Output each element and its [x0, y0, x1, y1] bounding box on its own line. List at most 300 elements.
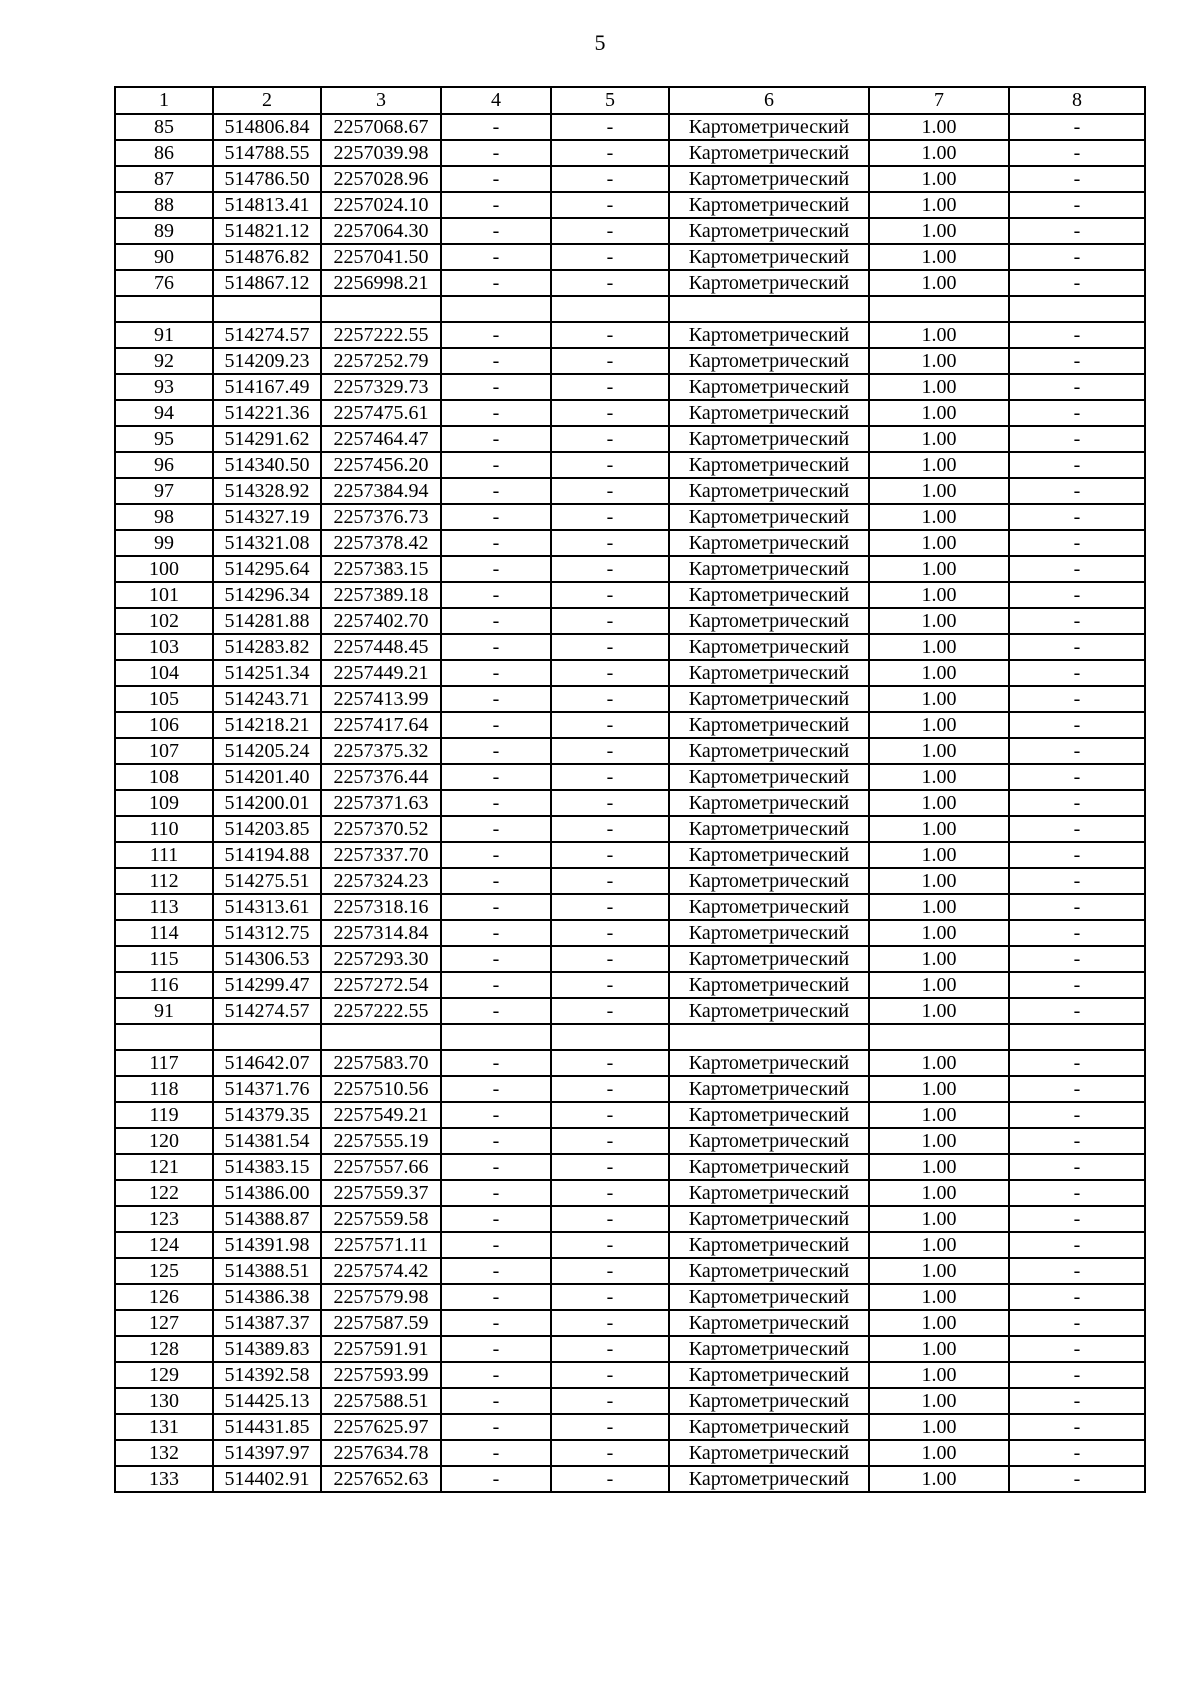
- y-coordinate-cell: 2257384.94: [321, 478, 441, 504]
- column-4-cell: -: [441, 1232, 551, 1258]
- point-number-cell: 123: [115, 1206, 213, 1232]
- column-header: 1: [115, 87, 213, 114]
- column-4-cell: -: [441, 1050, 551, 1076]
- accuracy-cell: 1.00: [869, 608, 1009, 634]
- accuracy-cell: 1.00: [869, 400, 1009, 426]
- point-number-cell: 89: [115, 218, 213, 244]
- accuracy-cell: [869, 1024, 1009, 1050]
- point-number-cell: 110: [115, 816, 213, 842]
- column-4-cell: -: [441, 478, 551, 504]
- point-number-cell: 76: [115, 270, 213, 296]
- point-number-cell: 109: [115, 790, 213, 816]
- point-number-cell: 124: [115, 1232, 213, 1258]
- x-coordinate-cell: 514397.97: [213, 1440, 321, 1466]
- y-coordinate-cell: 2257324.23: [321, 868, 441, 894]
- y-coordinate-cell: 2257041.50: [321, 244, 441, 270]
- column-8-cell: -: [1009, 1102, 1145, 1128]
- accuracy-cell: 1.00: [869, 634, 1009, 660]
- accuracy-cell: 1.00: [869, 556, 1009, 582]
- column-8-cell: -: [1009, 582, 1145, 608]
- column-4-cell: -: [441, 998, 551, 1024]
- table-row: [115, 140, 1145, 166]
- column-8-cell: -: [1009, 816, 1145, 842]
- x-coordinate-cell: 514813.41: [213, 192, 321, 218]
- point-number-cell: 94: [115, 400, 213, 426]
- column-8-cell: -: [1009, 192, 1145, 218]
- column-4-cell: [441, 296, 551, 322]
- column-4-cell: -: [441, 348, 551, 374]
- point-number-cell: 115: [115, 946, 213, 972]
- column-4-cell: -: [441, 1128, 551, 1154]
- accuracy-cell: 1.00: [869, 1388, 1009, 1414]
- accuracy-cell: 1.00: [869, 868, 1009, 894]
- accuracy-cell: 1.00: [869, 1310, 1009, 1336]
- table-row: [115, 322, 1145, 348]
- column-8-cell: -: [1009, 712, 1145, 738]
- table-row: [115, 1336, 1145, 1362]
- x-coordinate-cell: 514312.75: [213, 920, 321, 946]
- accuracy-cell: 1.00: [869, 530, 1009, 556]
- method-cell: Картометрический: [669, 1414, 869, 1440]
- table-row: [115, 478, 1145, 504]
- accuracy-cell: 1.00: [869, 712, 1009, 738]
- x-coordinate-cell: 514275.51: [213, 868, 321, 894]
- table-row: [115, 1310, 1145, 1336]
- x-coordinate-cell: 514321.08: [213, 530, 321, 556]
- column-5-cell: -: [551, 166, 669, 192]
- method-cell: Картометрический: [669, 1284, 869, 1310]
- y-coordinate-cell: 2257413.99: [321, 686, 441, 712]
- column-header: 4: [441, 87, 551, 114]
- column-8-cell: -: [1009, 374, 1145, 400]
- column-5-cell: -: [551, 322, 669, 348]
- table-row: [115, 1258, 1145, 1284]
- column-4-cell: -: [441, 1414, 551, 1440]
- y-coordinate-cell: 2257314.84: [321, 920, 441, 946]
- column-5-cell: -: [551, 1076, 669, 1102]
- accuracy-cell: 1.00: [869, 582, 1009, 608]
- method-cell: Картометрический: [669, 140, 869, 166]
- table-row: [115, 1128, 1145, 1154]
- column-5-cell: -: [551, 218, 669, 244]
- method-cell: Картометрический: [669, 1466, 869, 1492]
- column-4-cell: -: [441, 1388, 551, 1414]
- column-5-cell: -: [551, 868, 669, 894]
- y-coordinate-cell: 2257574.42: [321, 1258, 441, 1284]
- point-number-cell: 133: [115, 1466, 213, 1492]
- column-4-cell: -: [441, 452, 551, 478]
- accuracy-cell: 1.00: [869, 998, 1009, 1024]
- column-5-cell: -: [551, 920, 669, 946]
- accuracy-cell: 1.00: [869, 660, 1009, 686]
- table-row: [115, 608, 1145, 634]
- accuracy-cell: 1.00: [869, 1154, 1009, 1180]
- y-coordinate-cell: 2257064.30: [321, 218, 441, 244]
- accuracy-cell: 1.00: [869, 270, 1009, 296]
- x-coordinate-cell: 514391.98: [213, 1232, 321, 1258]
- table-row: [115, 374, 1145, 400]
- method-cell: Картометрический: [669, 218, 869, 244]
- method-cell: Картометрический: [669, 166, 869, 192]
- table-row: [115, 348, 1145, 374]
- column-5-cell: -: [551, 556, 669, 582]
- column-4-cell: -: [441, 920, 551, 946]
- y-coordinate-cell: 2257510.56: [321, 1076, 441, 1102]
- column-8-cell: -: [1009, 452, 1145, 478]
- method-cell: Картометрический: [669, 634, 869, 660]
- table-row: [115, 556, 1145, 582]
- method-cell: Картометрический: [669, 582, 869, 608]
- column-8-cell: -: [1009, 946, 1145, 972]
- column-8-cell: -: [1009, 1440, 1145, 1466]
- y-coordinate-cell: 2257375.32: [321, 738, 441, 764]
- y-coordinate-cell: 2257389.18: [321, 582, 441, 608]
- method-cell: Картометрический: [669, 244, 869, 270]
- accuracy-cell: 1.00: [869, 1414, 1009, 1440]
- point-number-cell: 98: [115, 504, 213, 530]
- x-coordinate-cell: 514381.54: [213, 1128, 321, 1154]
- x-coordinate-cell: 514786.50: [213, 166, 321, 192]
- column-8-cell: -: [1009, 114, 1145, 140]
- column-header: 6: [669, 87, 869, 114]
- x-coordinate-cell: 514281.88: [213, 608, 321, 634]
- x-coordinate-cell: 514274.57: [213, 998, 321, 1024]
- table-row: [115, 816, 1145, 842]
- column-5-cell: -: [551, 1180, 669, 1206]
- y-coordinate-cell: 2257337.70: [321, 842, 441, 868]
- point-number-cell: 113: [115, 894, 213, 920]
- x-coordinate-cell: 514386.38: [213, 1284, 321, 1310]
- x-coordinate-cell: 514274.57: [213, 322, 321, 348]
- method-cell: Картометрический: [669, 790, 869, 816]
- column-5-cell: -: [551, 400, 669, 426]
- column-8-cell: -: [1009, 1258, 1145, 1284]
- point-number-cell: 96: [115, 452, 213, 478]
- column-4-cell: -: [441, 608, 551, 634]
- point-number-cell: 108: [115, 764, 213, 790]
- column-8-cell: -: [1009, 920, 1145, 946]
- point-number-cell: 101: [115, 582, 213, 608]
- column-5-cell: -: [551, 1258, 669, 1284]
- x-coordinate-cell: 514876.82: [213, 244, 321, 270]
- point-number-cell: 131: [115, 1414, 213, 1440]
- column-header: 2: [213, 87, 321, 114]
- column-4-cell: -: [441, 816, 551, 842]
- accuracy-cell: 1.00: [869, 166, 1009, 192]
- x-coordinate-cell: 514295.64: [213, 556, 321, 582]
- x-coordinate-cell: 514243.71: [213, 686, 321, 712]
- column-8-cell: -: [1009, 530, 1145, 556]
- point-number-cell: [115, 296, 213, 322]
- column-8-cell: -: [1009, 478, 1145, 504]
- table-row: [115, 868, 1145, 894]
- column-8-cell: -: [1009, 1180, 1145, 1206]
- table-row: [115, 790, 1145, 816]
- column-4-cell: -: [441, 218, 551, 244]
- y-coordinate-cell: 2257571.11: [321, 1232, 441, 1258]
- y-coordinate-cell: 2257625.97: [321, 1414, 441, 1440]
- x-coordinate-cell: 514200.01: [213, 790, 321, 816]
- y-coordinate-cell: 2257464.47: [321, 426, 441, 452]
- column-5-cell: -: [551, 1310, 669, 1336]
- y-coordinate-cell: 2257378.42: [321, 530, 441, 556]
- y-coordinate-cell: 2257024.10: [321, 192, 441, 218]
- point-number-cell: 119: [115, 1102, 213, 1128]
- accuracy-cell: 1.00: [869, 1466, 1009, 1492]
- column-8-cell: -: [1009, 764, 1145, 790]
- table-row: [115, 738, 1145, 764]
- column-4-cell: -: [441, 374, 551, 400]
- column-5-cell: -: [551, 1440, 669, 1466]
- column-5-cell: -: [551, 764, 669, 790]
- table-row: [115, 972, 1145, 998]
- method-cell: Картометрический: [669, 946, 869, 972]
- table-row: [115, 426, 1145, 452]
- accuracy-cell: 1.00: [869, 452, 1009, 478]
- method-cell: Картометрический: [669, 816, 869, 842]
- column-5-cell: -: [551, 478, 669, 504]
- table-row: [115, 634, 1145, 660]
- table-row: [115, 218, 1145, 244]
- column-4-cell: -: [441, 1336, 551, 1362]
- y-coordinate-cell: 2257329.73: [321, 374, 441, 400]
- y-coordinate-cell: 2257376.44: [321, 764, 441, 790]
- column-4-cell: -: [441, 1310, 551, 1336]
- table-body: [115, 87, 1145, 1492]
- method-cell: Картометрический: [669, 738, 869, 764]
- column-4-cell: -: [441, 894, 551, 920]
- table-row: [115, 1076, 1145, 1102]
- x-coordinate-cell: 514313.61: [213, 894, 321, 920]
- method-cell: Картометрический: [669, 530, 869, 556]
- y-coordinate-cell: 2257376.73: [321, 504, 441, 530]
- column-4-cell: -: [441, 582, 551, 608]
- accuracy-cell: 1.00: [869, 816, 1009, 842]
- y-coordinate-cell: 2257068.67: [321, 114, 441, 140]
- table-row: [115, 192, 1145, 218]
- accuracy-cell: 1.00: [869, 842, 1009, 868]
- column-4-cell: -: [441, 686, 551, 712]
- accuracy-cell: 1.00: [869, 218, 1009, 244]
- column-5-cell: -: [551, 504, 669, 530]
- accuracy-cell: 1.00: [869, 1362, 1009, 1388]
- column-5-cell: -: [551, 1414, 669, 1440]
- accuracy-cell: 1.00: [869, 738, 1009, 764]
- column-8-cell: -: [1009, 1362, 1145, 1388]
- point-number-cell: 116: [115, 972, 213, 998]
- point-number-cell: 132: [115, 1440, 213, 1466]
- table-row: [115, 114, 1145, 140]
- x-coordinate-cell: 514821.12: [213, 218, 321, 244]
- column-8-cell: -: [1009, 504, 1145, 530]
- accuracy-cell: 1.00: [869, 1050, 1009, 1076]
- y-coordinate-cell: [321, 296, 441, 322]
- accuracy-cell: [869, 296, 1009, 322]
- accuracy-cell: 1.00: [869, 504, 1009, 530]
- accuracy-cell: 1.00: [869, 1206, 1009, 1232]
- column-5-cell: -: [551, 530, 669, 556]
- point-number-cell: 107: [115, 738, 213, 764]
- column-8-cell: -: [1009, 1206, 1145, 1232]
- x-coordinate-cell: 514806.84: [213, 114, 321, 140]
- method-cell: Картометрический: [669, 712, 869, 738]
- column-5-cell: -: [551, 452, 669, 478]
- method-cell: Картометрический: [669, 998, 869, 1024]
- method-cell: Картометрический: [669, 894, 869, 920]
- column-5-cell: -: [551, 946, 669, 972]
- table-row: [115, 270, 1145, 296]
- column-5-cell: -: [551, 1128, 669, 1154]
- column-4-cell: -: [441, 166, 551, 192]
- x-coordinate-cell: 514221.36: [213, 400, 321, 426]
- table-row: [115, 1154, 1145, 1180]
- column-5-cell: [551, 1024, 669, 1050]
- x-coordinate-cell: 514389.83: [213, 1336, 321, 1362]
- column-8-cell: -: [1009, 1076, 1145, 1102]
- column-8-cell: -: [1009, 738, 1145, 764]
- accuracy-cell: 1.00: [869, 1102, 1009, 1128]
- method-cell: Картометрический: [669, 686, 869, 712]
- table-row: [115, 712, 1145, 738]
- accuracy-cell: 1.00: [869, 972, 1009, 998]
- x-coordinate-cell: 514388.51: [213, 1258, 321, 1284]
- column-8-cell: -: [1009, 322, 1145, 348]
- column-5-cell: -: [551, 348, 669, 374]
- y-coordinate-cell: 2257634.78: [321, 1440, 441, 1466]
- point-number-cell: 129: [115, 1362, 213, 1388]
- y-coordinate-cell: 2257370.52: [321, 816, 441, 842]
- x-coordinate-cell: 514340.50: [213, 452, 321, 478]
- method-cell: Картометрический: [669, 842, 869, 868]
- table-row: [115, 400, 1145, 426]
- accuracy-cell: 1.00: [869, 140, 1009, 166]
- method-cell: Картометрический: [669, 1232, 869, 1258]
- method-cell: Картометрический: [669, 504, 869, 530]
- table-row: [115, 1466, 1145, 1492]
- y-coordinate-cell: 2257559.58: [321, 1206, 441, 1232]
- column-8-cell: -: [1009, 998, 1145, 1024]
- column-8-cell: -: [1009, 426, 1145, 452]
- column-4-cell: -: [441, 504, 551, 530]
- y-coordinate-cell: 2256998.21: [321, 270, 441, 296]
- column-4-cell: -: [441, 1466, 551, 1492]
- point-number-cell: 122: [115, 1180, 213, 1206]
- x-coordinate-cell: 514425.13: [213, 1388, 321, 1414]
- accuracy-cell: 1.00: [869, 478, 1009, 504]
- table-row: [115, 946, 1145, 972]
- column-8-cell: -: [1009, 660, 1145, 686]
- method-cell: Картометрический: [669, 972, 869, 998]
- x-coordinate-cell: 514201.40: [213, 764, 321, 790]
- column-8-cell: -: [1009, 1284, 1145, 1310]
- x-coordinate-cell: 514867.12: [213, 270, 321, 296]
- x-coordinate-cell: 514392.58: [213, 1362, 321, 1388]
- column-5-cell: -: [551, 998, 669, 1024]
- table-row: [115, 1206, 1145, 1232]
- y-coordinate-cell: 2257448.45: [321, 634, 441, 660]
- accuracy-cell: 1.00: [869, 1076, 1009, 1102]
- column-4-cell: -: [441, 868, 551, 894]
- column-8-cell: -: [1009, 608, 1145, 634]
- column-4-cell: -: [441, 192, 551, 218]
- column-5-cell: [551, 296, 669, 322]
- point-number-cell: 120: [115, 1128, 213, 1154]
- method-cell: Картометрический: [669, 1180, 869, 1206]
- column-5-cell: -: [551, 816, 669, 842]
- column-8-cell: -: [1009, 686, 1145, 712]
- column-5-cell: -: [551, 608, 669, 634]
- column-8-cell: -: [1009, 1414, 1145, 1440]
- accuracy-cell: 1.00: [869, 192, 1009, 218]
- column-4-cell: -: [441, 1154, 551, 1180]
- y-coordinate-cell: 2257587.59: [321, 1310, 441, 1336]
- y-coordinate-cell: 2257583.70: [321, 1050, 441, 1076]
- accuracy-cell: 1.00: [869, 1232, 1009, 1258]
- x-coordinate-cell: 514642.07: [213, 1050, 321, 1076]
- accuracy-cell: 1.00: [869, 114, 1009, 140]
- y-coordinate-cell: 2257222.55: [321, 322, 441, 348]
- accuracy-cell: 1.00: [869, 920, 1009, 946]
- column-5-cell: -: [551, 1232, 669, 1258]
- method-cell: Картометрический: [669, 322, 869, 348]
- column-5-cell: -: [551, 738, 669, 764]
- column-4-cell: -: [441, 790, 551, 816]
- method-cell: Картометрический: [669, 192, 869, 218]
- point-number-cell: 85: [115, 114, 213, 140]
- accuracy-cell: 1.00: [869, 764, 1009, 790]
- point-number-cell: 126: [115, 1284, 213, 1310]
- x-coordinate-cell: 514388.87: [213, 1206, 321, 1232]
- point-number-cell: 100: [115, 556, 213, 582]
- table-row: [115, 894, 1145, 920]
- point-number-cell: 88: [115, 192, 213, 218]
- column-8-cell: -: [1009, 894, 1145, 920]
- header-row: [115, 87, 1145, 114]
- method-cell: Картометрический: [669, 452, 869, 478]
- x-coordinate-cell: 514251.34: [213, 660, 321, 686]
- x-coordinate-cell: 514431.85: [213, 1414, 321, 1440]
- column-5-cell: -: [551, 972, 669, 998]
- method-cell: Картометрический: [669, 660, 869, 686]
- method-cell: Картометрический: [669, 1076, 869, 1102]
- y-coordinate-cell: 2257222.55: [321, 998, 441, 1024]
- column-5-cell: -: [551, 140, 669, 166]
- table-row: [115, 504, 1145, 530]
- column-4-cell: -: [441, 426, 551, 452]
- column-4-cell: -: [441, 1076, 551, 1102]
- column-5-cell: -: [551, 1206, 669, 1232]
- method-cell: Картометрический: [669, 1440, 869, 1466]
- column-4-cell: -: [441, 738, 551, 764]
- accuracy-cell: 1.00: [869, 946, 1009, 972]
- method-cell: Картометрический: [669, 764, 869, 790]
- y-coordinate-cell: 2257272.54: [321, 972, 441, 998]
- column-4-cell: -: [441, 1180, 551, 1206]
- column-8-cell: -: [1009, 1336, 1145, 1362]
- method-cell: Картометрический: [669, 400, 869, 426]
- y-coordinate-cell: 2257402.70: [321, 608, 441, 634]
- x-coordinate-cell: 514328.92: [213, 478, 321, 504]
- column-8-cell: -: [1009, 868, 1145, 894]
- column-4-cell: -: [441, 972, 551, 998]
- point-number-cell: 97: [115, 478, 213, 504]
- y-coordinate-cell: 2257588.51: [321, 1388, 441, 1414]
- point-number-cell: 106: [115, 712, 213, 738]
- y-coordinate-cell: 2257456.20: [321, 452, 441, 478]
- column-5-cell: -: [551, 244, 669, 270]
- column-5-cell: -: [551, 634, 669, 660]
- y-coordinate-cell: 2257549.21: [321, 1102, 441, 1128]
